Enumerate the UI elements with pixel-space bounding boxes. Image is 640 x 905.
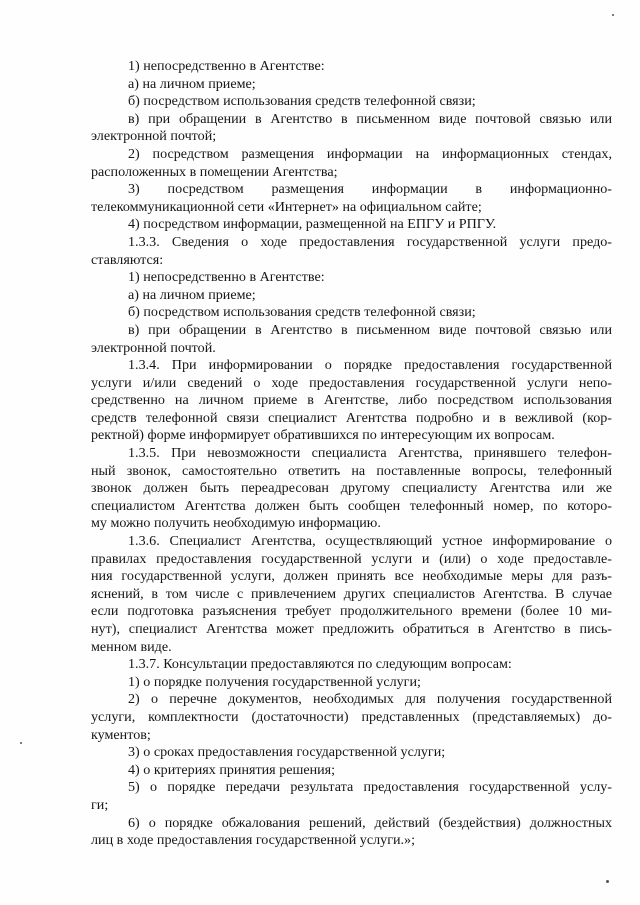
text-line: услуги, комплектности (достаточности) представленных (представляемых) до- [91, 708, 612, 725]
text-line: специалистом Агентства должен быть сообщен телефонный номер, по которо- [91, 497, 612, 514]
text-line: ния государственной услуги, должен принять все необходимые меры для разъ- [91, 568, 612, 585]
text-line: в) при обращении в Агентство в письменном виде почтовой связью или [128, 321, 612, 338]
text-line: ный звонок, самостоятельно ответить на поставленные вопросы, телефонный [91, 462, 612, 479]
text-line: 1.3.5. При невозможности специалиста Агентства, принявшего телефон- [128, 445, 612, 462]
text-line: 1) непосредственно в Агентстве: [128, 58, 325, 74]
text-line: средственно на личном приеме в Агентстве, либо посредством использования [91, 392, 612, 409]
text-line: 1.3.4. При информировании о порядке предоставления государственной [128, 357, 612, 374]
text-line: средств телефонной связи специалист Агентства подробно и в вежливой (кор- [91, 409, 612, 426]
text-line: услуги и/или сведений о ходе предоставления государственной услуги непо- [91, 374, 612, 391]
text-line: 5) о порядке передачи результата предоставления государственной услу- [128, 779, 612, 796]
text-line: ректной) форме информирует обратившихся по интересующим их вопросам. [91, 427, 555, 444]
text-line: а) на личном приеме; [128, 286, 256, 303]
text-line: а) на личном приеме; [128, 75, 256, 92]
text-line: электронной почтой. [91, 339, 216, 356]
text-line: расположенных в помещении Агентства; [91, 163, 338, 180]
text-line: ги; [91, 796, 109, 813]
text-line: ставляются: [91, 251, 164, 268]
text-line: б) посредством использования средств телефонной связи; [128, 304, 476, 321]
text-line: б) посредством использования средств телефонной связи; [128, 93, 476, 110]
text-line: му можно получить необходимую информацию. [91, 515, 381, 532]
text-line: 4) посредством информации, размещенной на ЕПГУ и РПГУ. [128, 216, 497, 233]
text-line: менном виде. [91, 638, 172, 655]
document-body [91, 58, 612, 850]
text-line: электронной почтой; [91, 128, 217, 145]
text-line: 1.3.7. Консультации предоставляются по следующим вопросам: [128, 656, 512, 673]
text-line: 1.3.3. Сведения о ходе предоставления государственной услуги предо- [128, 233, 612, 250]
text-line: лиц в ходе предоставления государственной услуги.»; [91, 832, 415, 849]
text-line: 3) посредством размещения информации в информационно- [128, 181, 612, 198]
scan-speck [20, 742, 22, 744]
text-line: 2) о перечне документов, необходимых для получения государственной [128, 691, 612, 708]
scan-speck [606, 880, 609, 883]
text-line: кументов; [91, 726, 151, 743]
text-line: звонок должен быть переадресован другому специалисту Агентства или же [91, 480, 612, 497]
scan-speck [612, 14, 614, 16]
text-line: 4) о критериях принятия решения; [128, 761, 336, 778]
text-line: 1.3.6. Специалист Агентства, осуществляющий устное информирование о [128, 533, 612, 550]
text-line: яснений, в том числе с привлечением других специалистов Агентства. В случае [91, 585, 612, 602]
text-line: если подготовка разъяснения требует продолжительного времени (более 10 ми- [91, 603, 612, 620]
text-line: 1) непосредственно в Агентстве: [128, 269, 325, 286]
text-line: правилах предоставления государственной услуги и (или) о ходе предоставле- [91, 550, 612, 567]
text-line: нут), специалист Агентства может предложить обратиться в Агентство в пись- [91, 621, 612, 637]
text-line: телекоммуникационной сети «Интернет» на официальном сайте; [91, 198, 482, 215]
text-line: 1) о порядке получения государственной услуги; [128, 673, 421, 690]
text-line: 2) посредством размещения информации на информационных стендах, [128, 145, 612, 162]
text-line: 6) о порядке обжалования решений, действий (бездействия) должностных [128, 814, 612, 831]
text-line: в) при обращении в Агентство в письменном виде почтовой связью или [128, 110, 612, 127]
text-line: 3) о сроках предоставления государственной услуги; [128, 744, 446, 761]
